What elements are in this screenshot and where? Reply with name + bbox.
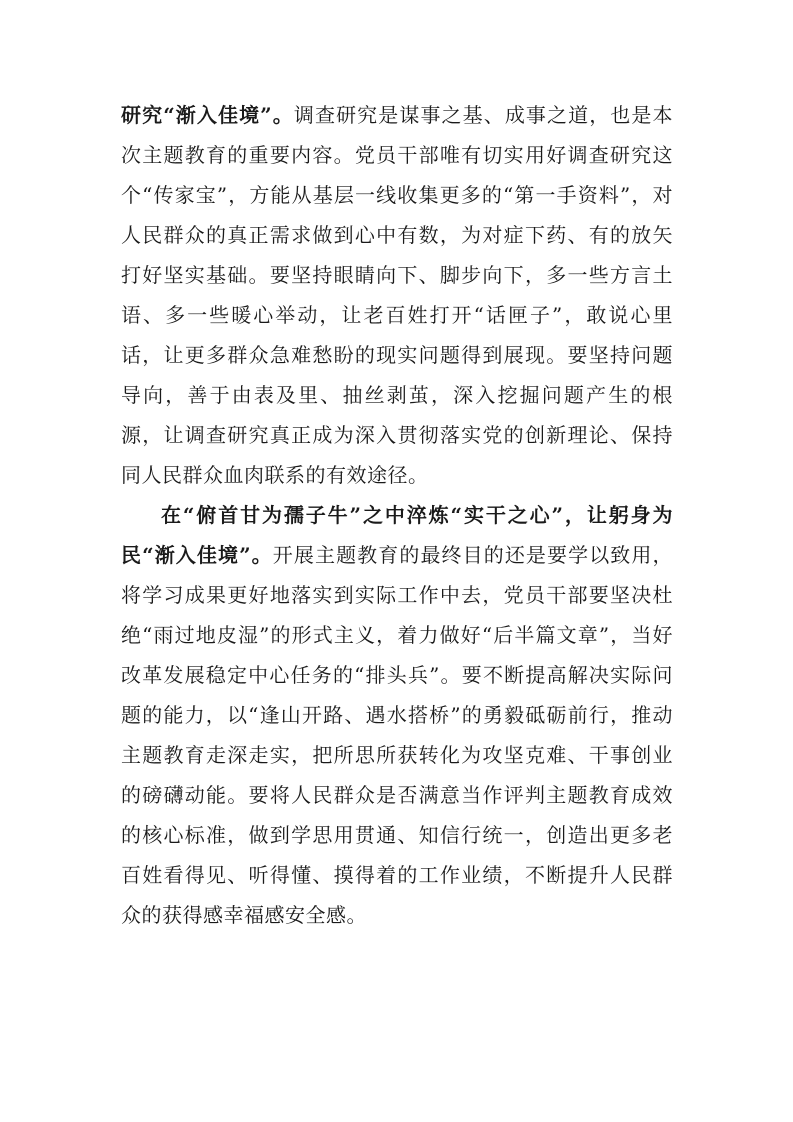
paragraph-body: 开展主题教育的最终目的还是要学以致用，将学习成果更好地落实到实际工作中去，党员干部要坚决杜绝“雨过地皮湿”的形式主义，着力做好“后半篇文章”，当好改革发展稳定中心任务的“排头兵”。要不断提高解决实际问题的能力，以“逢山开路、遇水搭桥”的勇毅砥砺前行，推动主题教育走深走实，把所思所获转化为攻坚克难、干事创业的磅礴动能。要将人民群众是否满意当作评判主题教育成效的核心标准，做到学思用贯通、知信行统一，创造出更多老百姓看得见、听得懂、摸得着的工作业绩，不断提升人民群众的获得感幸福感安全感。 <box>121 543 674 927</box>
article-body <box>121 95 673 935</box>
paragraph-lead: 在“俯首甘为孺子牛”之中淬炼“实干之心”，让躬身为民“渐入佳境”。 <box>121 503 673 567</box>
paragraph-body: 调查研究是谋事之基、成事之道，也是本次主题教育的重要内容。党员干部唯有切实用好调查研究这个“传家宝”，方能从基层一线收集更多的“第一手资料”，对人民群众的真正需求做到心中有数，为对症下药、有的放矢打好坚实基础。要坚持眼睛向下、脚步向下，多一些方言土语、多一些暖心举动，让老百姓打开“话匣子”，敢说心里话，让更多群众急难愁盼的现实问题得到展现。要坚持问题导向，善于由表及里、抽丝剥茧，深入挖掘问题产生的根源，让调查研究真正成为深入贯彻落实党的创新理论、保持同人民群众血肉联系的有效途径。 <box>121 103 673 487</box>
paragraph-lead: 研究“渐入佳境”。 <box>121 103 294 127</box>
paragraph-practice <box>121 495 673 935</box>
paragraph-research <box>121 95 673 495</box>
